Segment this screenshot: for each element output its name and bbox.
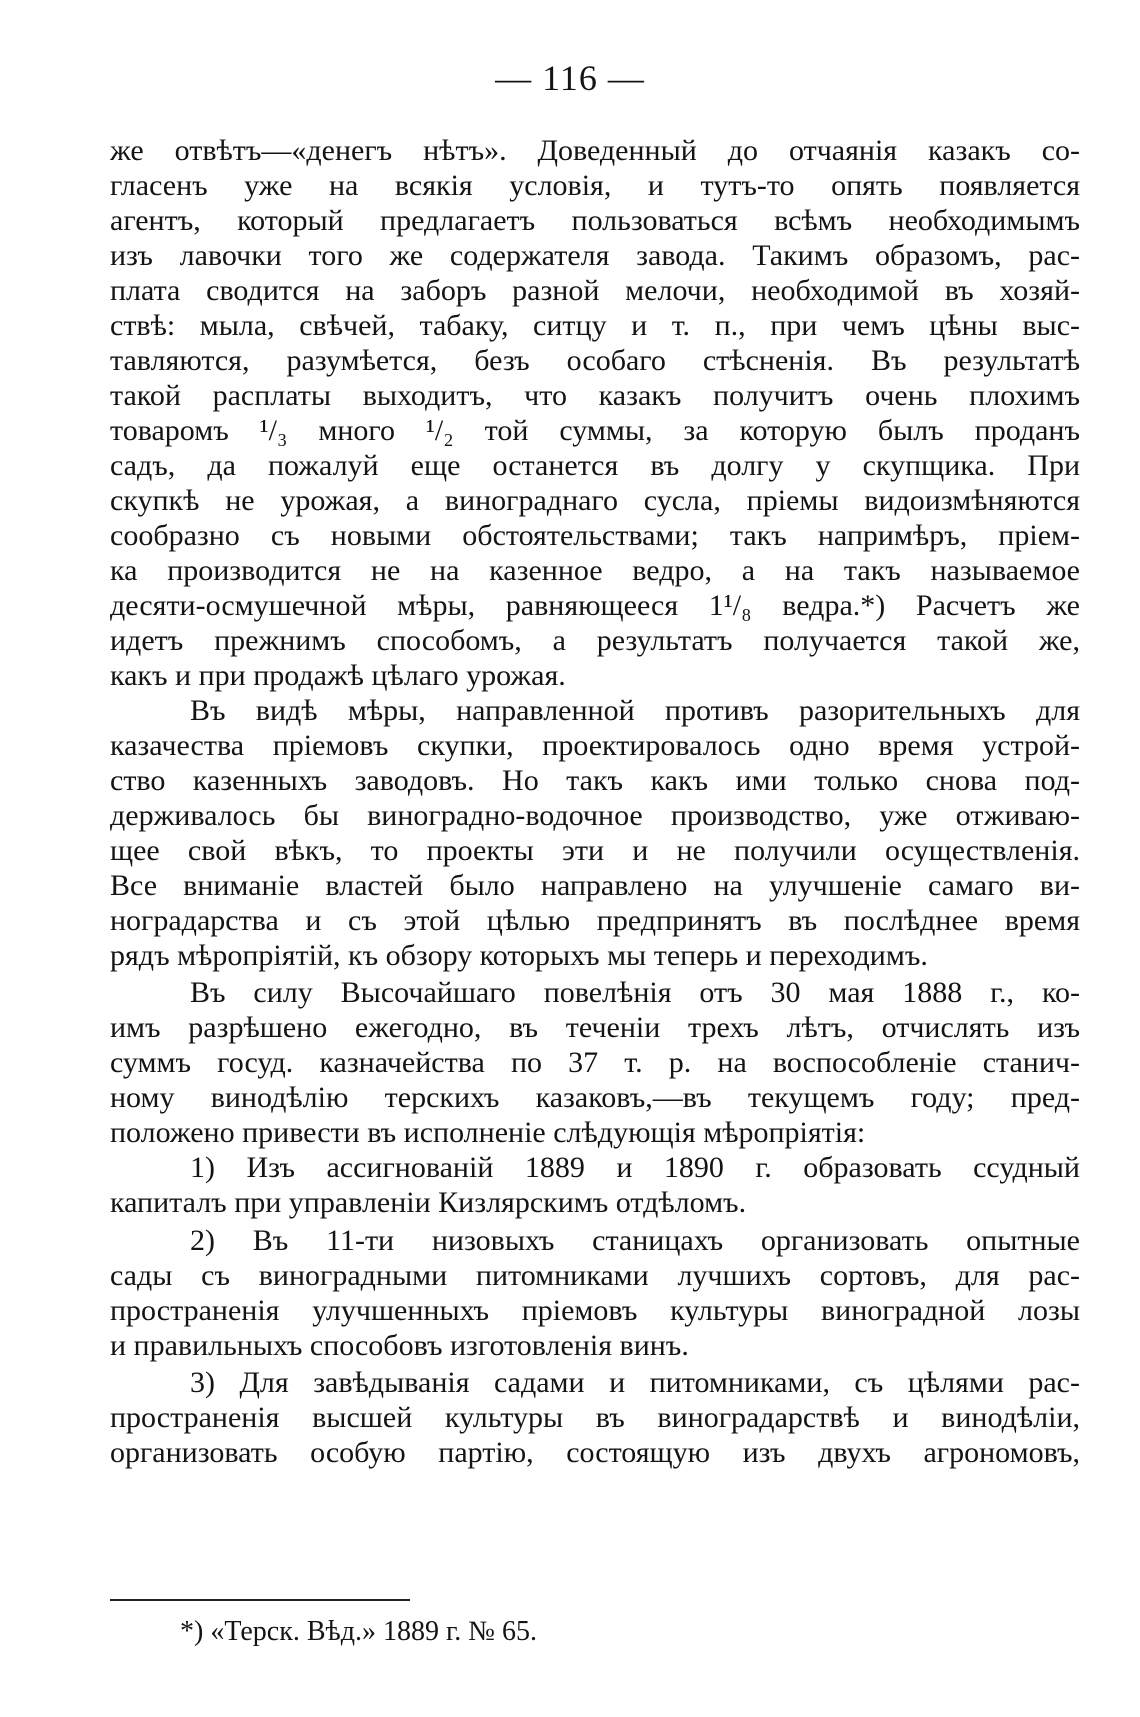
text-line: пространенія улучшенныхъ пріемовъ культуры виноградной лозы	[110, 1294, 1080, 1327]
text-line: положено привести въ исполненіе слѣдующія мѣропріятія:	[110, 1116, 866, 1149]
text-line: имъ разрѣшено ежегодно, въ теченіи трехъ лѣтъ, отчислять изъ	[110, 1011, 1080, 1044]
text-line: какъ и при продажѣ цѣлаго урожая.	[110, 659, 566, 692]
text-line: ному винодѣлію терскихъ казаковъ,—въ текущемъ году; пред-	[110, 1081, 1080, 1114]
text-line: 3) Для завѣдыванія садами и питомниками, съ цѣлями рас-	[190, 1366, 1080, 1399]
text-line: рядъ мѣропріятій, къ обзору которыхъ мы теперь и переходимъ.	[110, 939, 928, 972]
text-line: ка производится не на казенное ведро, а на такъ называемое	[110, 554, 1080, 587]
text-line: тавляются, разумѣется, безъ особаго стѣсненія. Въ результатѣ	[110, 344, 1080, 377]
text-line: Все вниманіе властей было направлено на улучшеніе самаго ви-	[110, 869, 1080, 902]
text-line: скупкѣ не урожая, а винограднаго сусла, пріемы видоизмѣняются	[110, 484, 1080, 517]
text-line: же отвѣтъ—«денегъ нѣтъ». Доведенный до отчаянія казакъ со-	[110, 134, 1080, 167]
footnote: *) «Терск. Вѣд.» 1889 г. № 65.	[180, 1616, 537, 1647]
text-line: суммъ госуд. казначейства по 37 т. р. на воспособленіе станич-	[110, 1046, 1080, 1079]
page-number: — 116 —	[495, 58, 645, 98]
text-line: ство казенныхъ заводовъ. Но такъ какъ ими только снова под-	[110, 764, 1080, 797]
text-line: ноградарства и съ этой цѣлью предпринятъ въ послѣднее время	[110, 904, 1080, 937]
text-line: пространенія высшей культуры въ виноградарствѣ и винодѣліи,	[110, 1401, 1080, 1434]
text-line: Въ силу Высочайшаго повелѣнія отъ 30 мая 1888 г., ко-	[190, 976, 1080, 1009]
text-line: сообразно съ новыми обстоятельствами; такъ напримѣръ, пріем-	[110, 519, 1080, 552]
text-line: и правильныхъ способовъ изготовленія винъ.	[110, 1329, 689, 1362]
text-line: 1) Изъ ассигнованій 1889 и 1890 г. образовать ссудный	[190, 1151, 1080, 1184]
text-line: агентъ, который предлагаетъ пользоваться всѣмъ необходимымъ	[110, 204, 1080, 237]
text-line: десяти-осмушечной мѣры, равняющееся 1¹/₈ ведра.*) Расчетъ же	[110, 589, 1080, 622]
text-line: идетъ прежнимъ способомъ, а результатъ получается такой же,	[110, 624, 1080, 657]
text-line: Въ видѣ мѣры, направленной противъ разорительныхъ для	[190, 694, 1080, 727]
footnote-divider	[110, 1599, 410, 1601]
text-line: казачества пріемовъ скупки, проектировалось одно время устрой-	[110, 729, 1080, 762]
text-line: капиталъ при управленіи Кизлярскимъ отдѣломъ.	[110, 1186, 747, 1219]
text-line: товаромъ ¹/₃ много ¹/₂ той суммы, за которую былъ проданъ	[110, 414, 1080, 447]
text-line: сады съ виноградными питомниками лучшихъ сортовъ, для рас-	[110, 1259, 1080, 1292]
text-line: держивалось бы виноградно-водочное производство, уже отживаю-	[110, 799, 1080, 832]
text-line: организовать особую партію, состоящую изъ двухъ агрономовъ,	[110, 1436, 1080, 1469]
text-line: щее свой вѣкъ, то проекты эти и не получили осуществленія.	[110, 834, 1080, 867]
text-line: гласенъ уже на всякія условія, и тутъ-то опять появляется	[110, 169, 1080, 202]
text-line: ствѣ: мыла, свѣчей, табаку, ситцу и т. п., при чемъ цѣны выс-	[110, 309, 1080, 342]
text-line: 2) Въ 11-ти низовыхъ станицахъ организовать опытные	[190, 1224, 1080, 1257]
text-line: такой расплаты выходитъ, что казакъ получитъ очень плохимъ	[110, 379, 1080, 412]
text-line: плата сводится на заборъ разной мелочи, необходимой въ хозяй-	[110, 274, 1080, 307]
text-line: садъ, да пожалуй еще останется въ долгу у скупщика. При	[110, 449, 1080, 482]
text-line: изъ лавочки того же содержателя завода. Такимъ образомъ, рас-	[110, 239, 1080, 272]
